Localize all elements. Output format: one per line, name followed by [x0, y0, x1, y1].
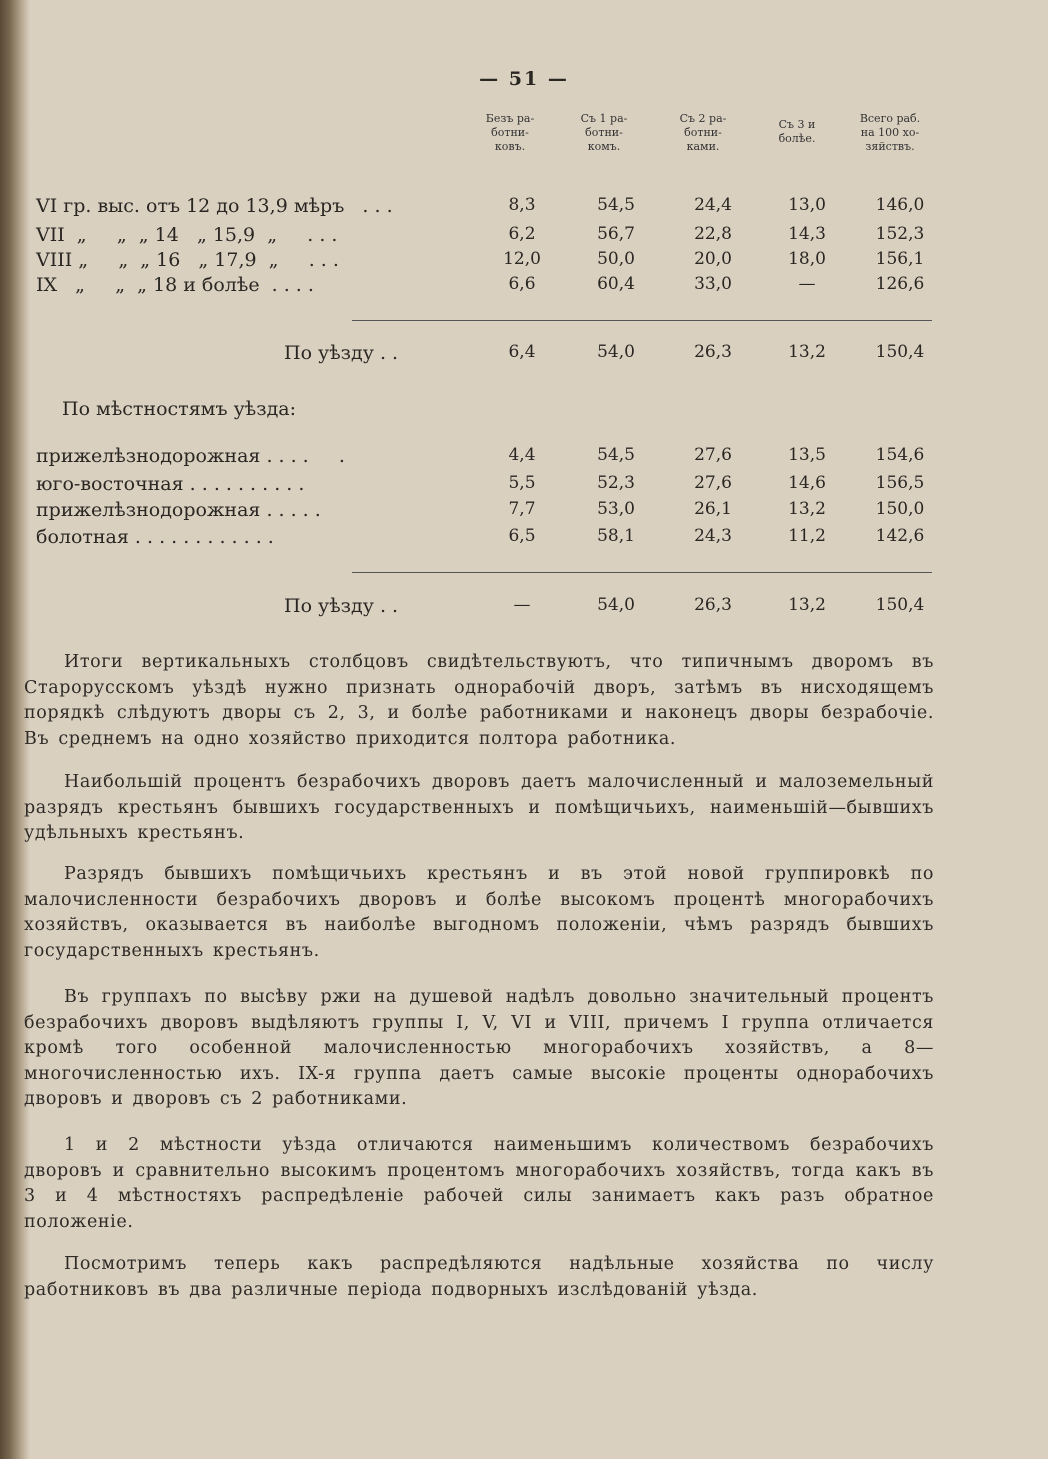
- total-row: [36, 342, 936, 366]
- cell: 26,1: [694, 499, 732, 519]
- paragraph: [24, 770, 934, 847]
- section-title: По мѣстностямъ уѣзда:: [62, 398, 297, 420]
- table-row: [36, 274, 936, 298]
- cell: 22,8: [694, 224, 732, 244]
- cell: 54,5: [597, 195, 635, 215]
- cell: 13,2: [788, 499, 826, 519]
- cell: 11,2: [788, 526, 826, 546]
- cell: 12,0: [503, 249, 541, 269]
- cell: 56,7: [597, 224, 635, 244]
- cell: 13,5: [788, 445, 826, 465]
- cell: 6,4: [508, 342, 536, 362]
- cell: 54,0: [597, 595, 635, 615]
- paragraph: [24, 650, 934, 752]
- table-row: [36, 224, 936, 248]
- table-row: [36, 249, 936, 273]
- cell: 24,3: [694, 526, 732, 546]
- cell: 26,3: [694, 342, 732, 362]
- cell: 7,7: [508, 499, 536, 519]
- cell: 27,6: [694, 473, 732, 493]
- column-header: Съ 1 ра- ботни- комъ.: [580, 112, 628, 153]
- cell: 50,0: [597, 249, 635, 269]
- cell: 4,4: [508, 445, 536, 465]
- cell: 154,6: [875, 445, 925, 465]
- row-label: VIII „ „ „ 16 „ 17,9 „ . . .: [36, 249, 339, 271]
- cell: 142,6: [875, 526, 925, 546]
- cell: 58,1: [597, 526, 635, 546]
- cell: 27,6: [694, 445, 732, 465]
- paragraph-text: Итоги вертикальныхъ столбцовъ свидѣтельствуютъ, что типичнымъ дворомъ въ Старорусскомъ уѣздѣ нужно признать однорабочій дворъ, затѣмъ въ нисходящемъ порядкѣ слѣдуютъ дворы съ 2, 3, и болѣе работниками и наконецъ дворы безрабочіе. Въ среднемъ на одно хозяйство приходится полтора работника.: [24, 652, 934, 749]
- cell: 146,0: [875, 195, 925, 215]
- row-label: болотная . . . . . . . . . . . .: [36, 526, 274, 548]
- cell: 150,4: [875, 595, 925, 615]
- cell: 33,0: [694, 274, 732, 294]
- cell: 6,5: [508, 526, 536, 546]
- column-header: Съ 3 и болѣе.: [778, 118, 816, 145]
- cell: —: [798, 274, 816, 294]
- row-label: VII „ „ „ 14 „ 15,9 „ . . .: [36, 224, 338, 246]
- cell: 13,2: [788, 595, 826, 615]
- column-header: Съ 2 ра- ботни- ками.: [679, 112, 727, 153]
- cell: 14,6: [788, 473, 826, 493]
- paragraph-text: Наибольшій процентъ безрабочихъ дворовъ даетъ малочисленный и малоземельный разрядъ крестьянъ бывшихъ государственныхъ и помѣщичьихъ, наименьшій—бывшихъ удѣльныхъ крестьянъ.: [24, 772, 934, 843]
- paragraph-text: Въ группахъ по высѣву ржи на душевой надѣлъ довольно значительный процентъ безрабочихъ дворовъ выдѣляютъ группы I, V, VI и VIII, причемъ I группа отличается кромѣ того особенной малочисленностью многорабочихъ хозяйствъ, а 8—многочисленностью ихъ. IX-я группа даетъ самые высокіе проценты однорабочихъ дворовъ и дворовъ съ 2 работниками.: [24, 987, 934, 1109]
- paragraph: [24, 1133, 934, 1235]
- table-rule: [352, 320, 932, 321]
- cell: 6,6: [508, 274, 536, 294]
- row-label: прижелѣзнодорожная . . . . .: [36, 499, 321, 521]
- table-rule: [352, 572, 932, 573]
- cell: 52,3: [597, 473, 635, 493]
- cell: 53,0: [597, 499, 635, 519]
- row-label: По уѣзду . .: [284, 595, 399, 617]
- page-number: — 51 —: [479, 68, 569, 90]
- cell: 152,3: [875, 224, 925, 244]
- cell: 26,3: [694, 595, 732, 615]
- cell: 18,0: [788, 249, 826, 269]
- cell: 54,0: [597, 342, 635, 362]
- cell: —: [513, 595, 531, 615]
- cell: 14,3: [788, 224, 826, 244]
- cell: 54,5: [597, 445, 635, 465]
- cell: 5,5: [508, 473, 536, 493]
- row-label: юго-восточная . . . . . . . . . .: [36, 473, 305, 495]
- cell: 126,6: [875, 274, 925, 294]
- row-label: VI гр. выс. отъ 12 до 13,9 мѣръ . . .: [36, 195, 393, 217]
- paragraph: [24, 1252, 934, 1303]
- cell: 60,4: [597, 274, 635, 294]
- cell: 8,3: [508, 195, 536, 215]
- cell: 150,0: [875, 499, 925, 519]
- paragraph-text: 1 и 2 мѣстности уѣзда отличаются наименьшимъ количествомъ безрабочихъ дворовъ и сравнительно высокимъ процентомъ многорабочихъ хозяйствъ, тогда какъ въ 3 и 4 мѣстностяхъ распредѣленіе рабочей силы занимаетъ какъ разъ обратное положеніе.: [24, 1135, 934, 1232]
- paragraph-text: Разрядъ бывшихъ помѣщичьихъ крестьянъ и въ этой новой группировкѣ по малочисленности безрабочихъ дворовъ и болѣе высокомъ процентѣ многорабочихъ хозяйствъ, оказывается въ наиболѣе выгодномъ положеніи, чѣмъ разрядъ бывшихъ государственныхъ крестьянъ.: [24, 864, 934, 961]
- table-row: [36, 526, 936, 550]
- paragraph-text: Посмотримъ теперь какъ распредѣляются надѣльные хозяйства по числу работниковъ въ два различные періода подворныхъ изслѣдованій уѣзда.: [24, 1254, 934, 1300]
- column-header: Безъ ра- ботни- ковъ.: [485, 112, 535, 153]
- column-header: Всего раб. на 100 хо- зяйствъ.: [859, 112, 921, 153]
- table-row: [36, 445, 936, 469]
- cell: 156,5: [875, 473, 925, 493]
- cell: 13,0: [788, 195, 826, 215]
- total-row: [36, 595, 936, 619]
- table-row: [36, 473, 936, 497]
- cell: 13,2: [788, 342, 826, 362]
- row-label: По уѣзду . .: [284, 342, 399, 364]
- table-row: [36, 195, 936, 219]
- cell: 20,0: [694, 249, 732, 269]
- row-label: IX „ „ „ 18 и болѣе . . . .: [36, 274, 314, 296]
- cell: 156,1: [875, 249, 925, 269]
- cell: 150,4: [875, 342, 925, 362]
- paragraph: [24, 985, 934, 1113]
- table-row: [36, 499, 936, 523]
- paragraph: [24, 862, 934, 964]
- cell: 6,2: [508, 224, 536, 244]
- cell: 24,4: [694, 195, 732, 215]
- row-label: прижелѣзнодорожная . . . . .: [36, 445, 345, 467]
